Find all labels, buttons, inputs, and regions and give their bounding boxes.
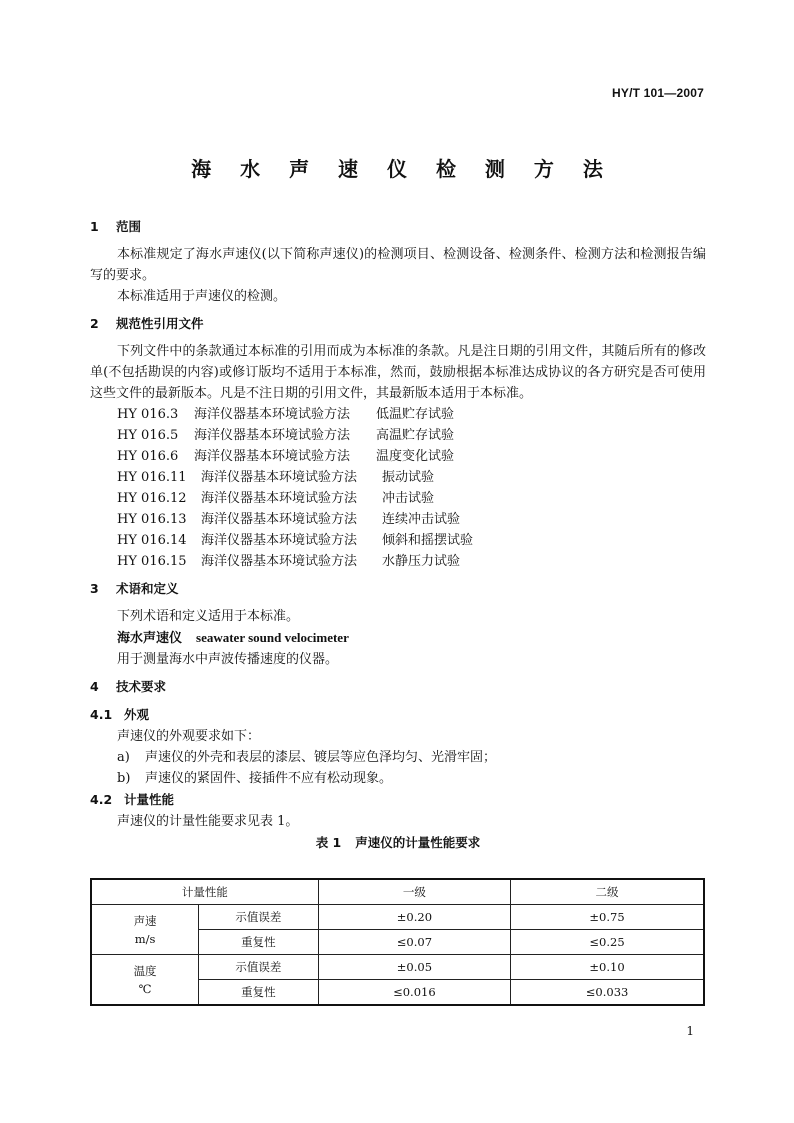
section-number: 4.2: [90, 792, 113, 807]
standard-code: HY/T 101—2007: [612, 86, 704, 100]
term-english: seawater sound velocimeter: [196, 630, 349, 645]
section-heading-4: [90, 676, 706, 698]
metric-cell: 重复性: [199, 930, 319, 955]
metric-cell: 示值误差: [199, 905, 319, 930]
table-header-row: [91, 879, 704, 905]
paragraph: 声速仪的计量性能要求见表 1。: [117, 814, 299, 829]
reference-item: HY 016.3 海洋仪器基本环境试验方法 低温贮存试验: [117, 407, 455, 422]
paragraph: 本标准适用于声速仪的检测。: [117, 289, 287, 304]
table-caption: [90, 832, 706, 852]
value-cell: ≤0.07: [318, 930, 510, 955]
reference-item: HY 016.14 海洋仪器基本环境试验方法 倾斜和摇摆试验: [117, 533, 474, 548]
section-number: 1: [90, 219, 99, 234]
table-title: 声速仪的计量性能要求: [355, 835, 481, 850]
list-item: b) 声速仪的紧固件、接插件不应有松动现象。: [117, 771, 393, 786]
performance-table: [90, 878, 705, 1006]
value-cell: ±0.10: [511, 955, 704, 980]
subsection-heading-4-2: [90, 789, 706, 811]
value-cell: ≤0.033: [511, 980, 704, 1006]
table-row: [91, 905, 704, 930]
reference-item: HY 016.5 海洋仪器基本环境试验方法 高温贮存试验: [117, 428, 455, 443]
group-cell: 声速 m/s: [91, 905, 199, 955]
paragraph: 下列文件中的条款通过本标准的引用而成为本标准的条款。凡是注日期的引用文件，其随后所有的修改单(不包括勘误的内容)或修订版均不适用于本标准，然而，鼓励根据本标准达成协议的各方研究是否可使用这些文件的最新版本。凡是不注日期的引用文件，其最新版本适用于本标准。: [90, 344, 706, 401]
term-chinese: 海水声速仪: [117, 631, 183, 646]
value-cell: ±0.20: [318, 905, 510, 930]
value-cell: ≤0.016: [318, 980, 510, 1006]
section-number: 2: [90, 316, 99, 331]
list-item: a) 声速仪的外壳和表层的漆层、镀层等应色泽均匀、光滑牢固；: [117, 750, 497, 765]
group-cell: 温度 ℃: [91, 955, 199, 1006]
subsection-heading-4-1: [90, 704, 706, 726]
term-entry: [117, 627, 706, 649]
table-number: 表 1: [315, 835, 342, 850]
section-heading-2: [90, 313, 706, 335]
column-header: 一级: [318, 879, 510, 905]
section-title: 外观: [124, 707, 150, 722]
section-heading-3: [90, 578, 706, 600]
reference-item: HY 016.13 海洋仪器基本环境试验方法 连续冲击试验: [117, 512, 461, 527]
value-cell: ≤0.25: [511, 930, 704, 955]
section-heading-1: [90, 216, 706, 238]
metric-cell: 示值误差: [199, 955, 319, 980]
section-title: 计量性能: [124, 792, 175, 807]
metric-cell: 重复性: [199, 980, 319, 1006]
section-title: 术语和定义: [116, 581, 179, 596]
reference-item: HY 016.12 海洋仪器基本环境试验方法 冲击试验: [117, 491, 435, 506]
page-number: 1: [686, 1024, 694, 1038]
section-number: 4: [90, 679, 99, 694]
reference-item: HY 016.6 海洋仪器基本环境试验方法 温度变化试验: [117, 449, 455, 464]
page-title: 海 水 声 速 仪 检 测 方 法: [191, 157, 614, 181]
document-body: [90, 216, 706, 852]
table-row: [91, 955, 704, 980]
value-cell: ±0.05: [318, 955, 510, 980]
value-cell: ±0.75: [511, 905, 704, 930]
paragraph: 本标准规定了海水声速仪(以下简称声速仪)的检测项目、检测设备、检测条件、检测方法和检测报告编写的要求。: [90, 247, 706, 283]
reference-item: HY 016.11 海洋仪器基本环境试验方法 振动试验: [117, 470, 435, 485]
section-title: 技术要求: [116, 679, 167, 694]
paragraph: 声速仪的外观要求如下：: [117, 729, 261, 744]
column-header: 计量性能: [91, 879, 318, 905]
term-definition: 用于测量海水中声波传播速度的仪器。: [117, 652, 339, 667]
section-number: 4.1: [90, 707, 113, 722]
section-number: 3: [90, 581, 99, 596]
column-header: 二级: [511, 879, 704, 905]
section-title: 规范性引用文件: [116, 316, 204, 331]
section-title: 范围: [116, 219, 142, 234]
reference-item: HY 016.15 海洋仪器基本环境试验方法 水静压力试验: [117, 554, 461, 569]
paragraph: 下列术语和定义适用于本标准。: [117, 609, 300, 624]
